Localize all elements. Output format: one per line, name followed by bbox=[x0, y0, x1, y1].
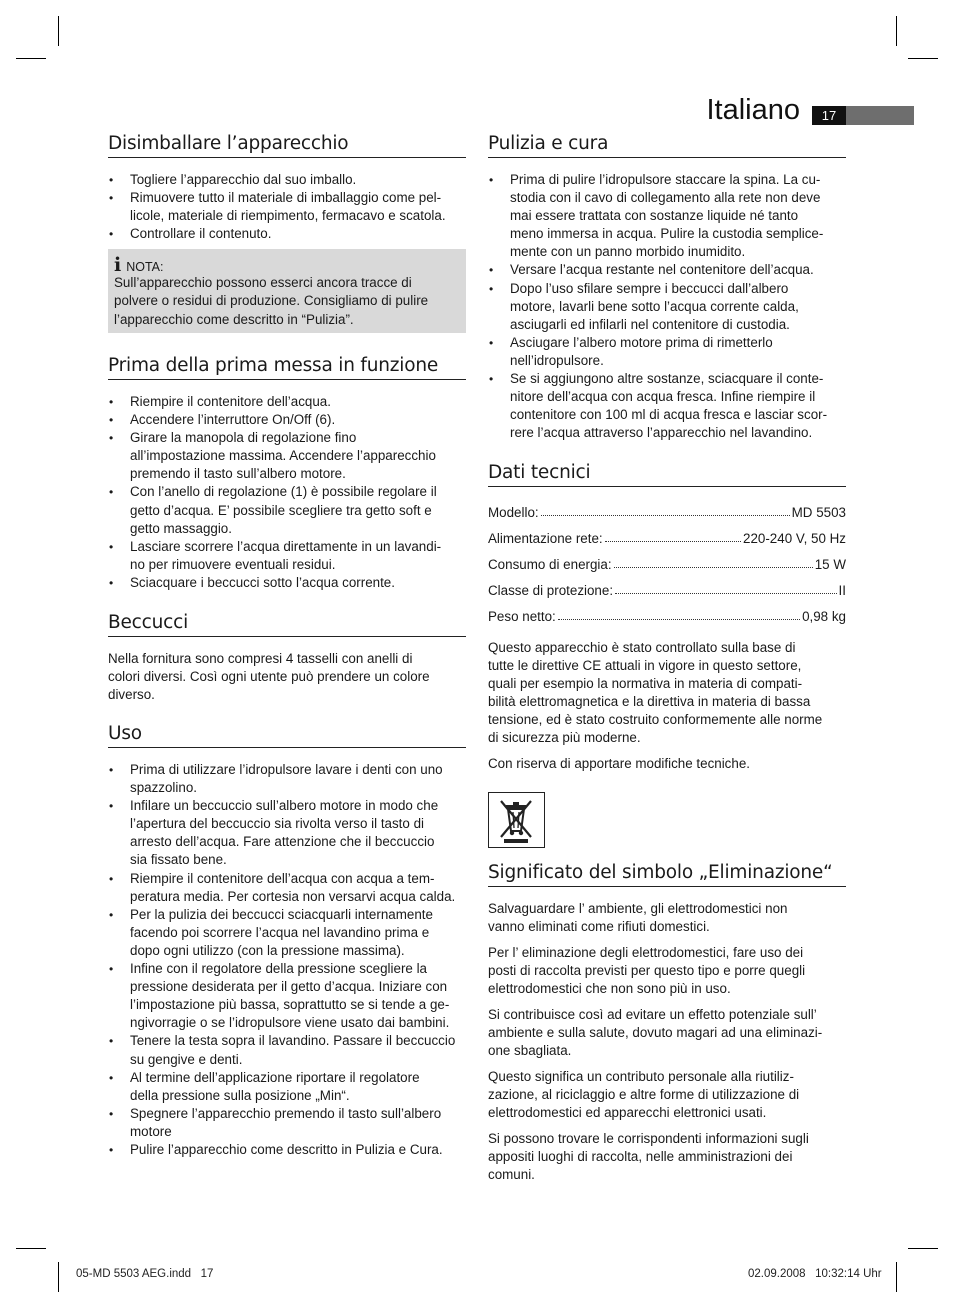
list-item: • Sciacquare i beccucci sotto l’acqua corrente. bbox=[108, 574, 466, 592]
list-item: • Versare l’acqua restante nel contenitore dell’acqua. bbox=[488, 261, 846, 279]
spec-row bbox=[488, 572, 846, 598]
dot-leader bbox=[615, 593, 837, 594]
footer-timestamp: 02.09.2008 10:32:14 Uhr bbox=[748, 1268, 882, 1280]
first-use-heading: Prima della prima messa in funzione bbox=[108, 355, 466, 380]
first-use-section bbox=[108, 355, 466, 380]
reserve-text: Con riserva di apportare modifiche tecniche. bbox=[488, 756, 750, 771]
note-label: NOTA: bbox=[126, 260, 164, 274]
footer-file: 05-MD 5503 AEG.indd 17 bbox=[76, 1268, 214, 1280]
nozzles-text: Nella fornitura sono compresi 4 tasselli con anelli di colori diversi. Così ogni utente può prendere un colore diverso. bbox=[108, 651, 430, 703]
spec-value: II bbox=[838, 583, 846, 598]
list-item: • Tenere la testa sopra il lavandino. Passare il beccuccio su gengive e denti. bbox=[108, 1032, 466, 1068]
list-item: • Dopo l’uso sfilare sempre i beccucci dall’albero motore, lavarli bene sotto l’acqua corrente calda, asciugarli ed infilarli nel contenitore di custodia. bbox=[488, 280, 846, 334]
crop-mark bbox=[58, 16, 59, 46]
dot-leader bbox=[558, 619, 800, 620]
list-item: • Asciugare l’albero motore prima di rimetterlo nell’idropulsore. bbox=[488, 334, 846, 370]
compliance-text: Questo apparecchio è stato controllato sulla base di tutte le direttive CE attuali in vigore in questo settore, quali per esempio la normativa in materia di compati- bilità elettromagnetica e la direttiva in materia di bassa tensione, ed è stato costruito conformemente alle norme di sicurezza più moderne. bbox=[488, 640, 823, 746]
spec-value: MD 5503 bbox=[791, 505, 846, 520]
list-item: • Se si aggiungono altre sostanze, sciacquare il conte- nitore dell’acqua con acqua fresca. Infine riempire il contenitore con 100 ml di acqua fresca e lasciar scor- rere l’acqua attraverso l’apparecchio nel lavandino. bbox=[488, 370, 846, 442]
use-heading: Uso bbox=[108, 723, 466, 748]
spec-label: Peso netto: bbox=[488, 609, 556, 624]
list-item: • Controllare il contenuto. bbox=[108, 225, 466, 243]
spec-label: Classe di protezione: bbox=[488, 583, 614, 598]
cleaning-list bbox=[488, 171, 846, 442]
disposal-paragraph: Per l’ eliminazione degli elettrodomestici, fare uso dei posti di raccolta previsti per questo tipo e porre quegli elettrodomestici che non sono più in uso. bbox=[488, 945, 806, 997]
crop-mark bbox=[16, 1248, 46, 1249]
page-number: 17 bbox=[812, 106, 846, 125]
list-item: • Accendere l’interruttore On/Off (6). bbox=[108, 411, 466, 429]
use-section bbox=[108, 723, 466, 748]
spec-label: Consumo di energia: bbox=[488, 557, 612, 572]
unpacking-heading: Disimballare l’apparecchio bbox=[108, 133, 466, 158]
crop-mark bbox=[908, 1248, 938, 1249]
spec-value: 0,98 kg bbox=[802, 609, 846, 624]
disposal-paragraph: Si contribuisce così ad evitare un effetto potenziale sull’ ambiente e sulla salute, dovuto magari ad una eliminazi- one sbagliata. bbox=[488, 1007, 823, 1059]
disposal-section bbox=[488, 862, 846, 887]
crop-mark bbox=[896, 1262, 897, 1292]
note-text: Sull’apparecchio possono esserci ancora tracce di polvere o residui di produzione. Consigliamo di pulire l’apparecchio come descritto in “Pulizia”. bbox=[114, 275, 429, 327]
weee-bin-icon bbox=[488, 792, 545, 848]
list-item: • Prima di pulire l’idropulsore staccare la spina. La cu- stodia con il cavo di collegamento alla rete non deve mai essere trattata con sostanze liquide né tanto meno immersa in acqua. Pulire la custodia semplice- mente con un panno morbido inumidito. bbox=[488, 171, 846, 261]
spec-value: 15 W bbox=[814, 557, 846, 572]
dot-leader bbox=[614, 567, 813, 568]
left-column bbox=[108, 0, 466, 1200]
page-number-bar bbox=[846, 106, 914, 125]
spec-value: 220-240 V, 50 Hz bbox=[743, 531, 846, 546]
disposal-paragraph: Salvaguardare l’ ambiente, gli elettrodomestici non vanno eliminati come rifiuti domestici. bbox=[488, 901, 788, 935]
unpacking-section bbox=[108, 133, 466, 158]
cleaning-section bbox=[488, 133, 846, 158]
disposal-heading: Significato del simbolo „Eliminazione“ bbox=[488, 862, 846, 887]
crop-mark bbox=[58, 1262, 59, 1292]
list-item: • Togliere l’apparecchio dal suo imballo. bbox=[108, 171, 466, 189]
dot-leader bbox=[605, 541, 741, 542]
crop-mark bbox=[16, 58, 46, 59]
list-item: • Al termine dell’applicazione riportare il regolatore della pressione sulla posizione „Min“. bbox=[108, 1069, 466, 1105]
disposal-paragraph: Questo significa un contributo personale alla riutiliz- zazione, al riciclaggio e altre forme di utilizzazione di elettrodomestici ed apparecchi elettronici usati. bbox=[488, 1069, 800, 1121]
spec-row bbox=[488, 546, 846, 572]
first-use-list bbox=[108, 393, 466, 592]
use-list bbox=[108, 761, 466, 1159]
list-item: • Pulire l’apparecchio come descritto in Pulizia e Cura. bbox=[108, 1141, 466, 1159]
right-column bbox=[488, 0, 846, 1200]
note-box bbox=[108, 249, 466, 333]
list-item: • Prima di utilizzare l’idropulsore lavare i denti con uno spazzolino. bbox=[108, 761, 466, 797]
info-icon: i bbox=[114, 254, 122, 276]
crop-mark bbox=[896, 16, 897, 46]
spec-row bbox=[488, 494, 846, 520]
nozzles-section bbox=[108, 612, 466, 637]
list-item: • Riempire il contenitore dell’acqua. bbox=[108, 393, 466, 411]
page-language-title: Italiano bbox=[706, 94, 800, 126]
cleaning-heading: Pulizia e cura bbox=[488, 133, 846, 158]
spec-label: Modello: bbox=[488, 505, 539, 520]
spec-row bbox=[488, 598, 846, 624]
dot-leader bbox=[541, 515, 790, 516]
list-item: • Con l’anello di regolazione (1) è possibile regolare il getto d’acqua. E’ possibile scegliere tra getto soft e getto massaggio. bbox=[108, 483, 466, 537]
nozzles-heading: Beccucci bbox=[108, 612, 466, 637]
list-item: • Per la pulizia dei beccucci sciacquarli internamente facendo poi scorrere l’acqua nel lavandino prima e dopo ogni utilizzo (con la pressione massima). bbox=[108, 906, 466, 960]
list-item: • Riempire il contenitore dell’acqua con acqua a tem- peratura media. Per cortesia non versarvi acqua calda. bbox=[108, 870, 466, 906]
list-item: • Lasciare scorrere l’acqua direttamente in un lavandi- no per rimuovere eventuali residui. bbox=[108, 538, 466, 574]
spec-label: Alimentazione rete: bbox=[488, 531, 603, 546]
list-item: • Spegnere l’apparecchio premendo il tasto sull’albero motore bbox=[108, 1105, 466, 1141]
unpacking-list bbox=[108, 171, 466, 243]
list-item: • Infilare un beccuccio sull’albero motore in modo che l’apertura del beccuccio sia rivolta verso il tasto di arresto dell’acqua. Fare attenzione che il beccuccio sia fissato bene. bbox=[108, 797, 466, 869]
list-item: • Infine con il regolatore della pressione scegliere la pressione desiderata per il getto d’acqua. Iniziare con l’impostazione più bassa, soprattutto se si tende a ge- ngivorragie o se l’idropulsore viene usato dai bambini. bbox=[108, 960, 466, 1032]
spec-row bbox=[488, 520, 846, 546]
specs-section bbox=[488, 462, 846, 487]
crop-mark bbox=[908, 58, 938, 59]
list-item: • Rimuovere tutto il materiale di imballaggio come pel- licole, materiale di riempimento, fermacavo e scatola. bbox=[108, 189, 466, 225]
list-item: • Girare la manopola di regolazione fino all’impostazione massima. Accendere l’apparecchio premendo il tasto sull’albero motore. bbox=[108, 429, 466, 483]
disposal-paragraph: Si possono trovare le corrispondenti informazioni sugli appositi luoghi di raccolta, nelle amministrazioni dei comuni. bbox=[488, 1131, 809, 1183]
specs-table bbox=[488, 494, 846, 624]
specs-heading: Dati tecnici bbox=[488, 462, 846, 487]
